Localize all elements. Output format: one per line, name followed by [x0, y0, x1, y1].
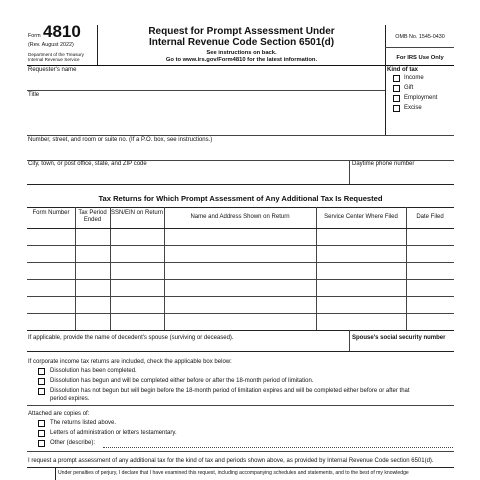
letters-administration-label: Letters of administration or letters testamentary. [50, 430, 177, 436]
kind-of-tax-divider [385, 65, 386, 135]
excise-checkbox[interactable] [393, 105, 400, 112]
title-label: Title [28, 92, 40, 98]
requester-name-label: Requester's name [28, 67, 77, 73]
table-row[interactable] [27, 263, 454, 278]
dissolution-begun-label: Dissolution has begun and will be completed either before or after the 18-month period of limitation. [50, 378, 314, 384]
gift-checkbox[interactable] [393, 85, 400, 92]
col-name-address-header: Name and Address Shown on Return [190, 214, 290, 220]
spouse-rule [27, 351, 454, 352]
table-row[interactable] [27, 229, 454, 244]
spouse-name-label: If applicable, provide the name of decedent's spouse (surviving or deceased). [28, 335, 234, 341]
phone-field[interactable] [352, 168, 453, 182]
instructions-note: See instructions on back. [206, 50, 277, 56]
table-row[interactable] [27, 246, 454, 261]
corporate-rule [27, 405, 454, 406]
returns-listed-label: The returns listed above. [50, 420, 117, 426]
form-title-line-2: Internal Revenue Code Section 6501(d) [148, 37, 335, 48]
table-row[interactable] [27, 297, 454, 312]
table-row-rule [27, 330, 454, 331]
dissolution-begun-checkbox[interactable] [38, 378, 45, 385]
table-heading: Tax Returns for Which Prompt Assessment of Any Additional Tax Is Requested [98, 194, 383, 203]
income-label: Income [404, 75, 424, 81]
gift-label: Gift [404, 85, 414, 91]
other-describe-label: Other (describe): [50, 440, 96, 446]
address-field[interactable] [28, 145, 453, 159]
department-line-1: Department of the Treasury [28, 52, 84, 57]
employment-checkbox[interactable] [393, 95, 400, 102]
corporate-intro: If corporate income tax returns are included, check the applicable box below: [28, 359, 232, 365]
city-field[interactable] [28, 168, 346, 182]
income-checkbox[interactable] [393, 75, 400, 82]
returns-listed-checkbox[interactable] [38, 420, 45, 427]
col-tax-period-header: Tax Period Ended [78, 210, 107, 223]
dissolution-not-begun-label: Dissolution has not begun but will begin before the 18-month period of limitation expires and will be completed either before or after that [50, 388, 410, 394]
table-row[interactable] [27, 280, 454, 295]
attached-rule [27, 451, 454, 452]
phone-label: Daytime phone number [352, 161, 415, 167]
table-row[interactable] [27, 314, 454, 329]
header-bottom-rule [27, 65, 454, 66]
omb-divider [385, 47, 454, 48]
spouse-ssn-divider [349, 330, 350, 351]
website-note: Go to www.irs.gov/Form4810 for the latest information. [165, 57, 318, 63]
spouse-ssn-label: Spouse's social security number [352, 335, 446, 341]
other-describe-checkbox[interactable] [38, 440, 45, 447]
excise-label: Excise [404, 105, 422, 111]
col-form-number-header: Form Number [32, 210, 70, 216]
col-ssn-ein-header: SSN/EIN on Return [110, 210, 164, 216]
dissolution-completed-checkbox[interactable] [38, 368, 45, 375]
requester-name-field[interactable] [28, 75, 384, 89]
title-field[interactable] [28, 100, 384, 134]
spouse-ssn-field[interactable] [352, 343, 453, 351]
signature-divider [55, 467, 56, 480]
letters-administration-checkbox[interactable] [38, 430, 45, 437]
employment-label: Employment [404, 95, 438, 101]
table-top-rule [27, 207, 454, 208]
col-date-filed-header: Date Filed [416, 214, 444, 220]
requester-name-rule [27, 90, 385, 91]
dissolution-not-begun-checkbox[interactable] [38, 388, 45, 395]
other-describe-field[interactable] [103, 446, 453, 448]
omb-number: OMB No. 1545-0430 [395, 34, 445, 40]
col-service-center-header: Service Center Where Filed [324, 214, 398, 220]
dissolution-not-begun-label-cont: period expires. [50, 396, 90, 402]
attached-intro: Attached are copies of: [28, 411, 90, 417]
revision-date: (Rev. August 2022) [28, 42, 74, 48]
irs-use-only: For IRS Use Only [396, 55, 444, 61]
perjury-statement: Under penalties of perjury, I declare that I have examined this request, including accompanying schedules and statements, and to the best of my knowledge [58, 470, 409, 476]
department-line-2: Internal Revenue Service [28, 57, 80, 62]
dissolution-completed-label: Dissolution has been completed. [50, 368, 137, 374]
request-statement: I request a prompt assessment of any additional tax for the kind of tax and periods shown above, as provided by Internal Revenue Code section 6501(d). [28, 458, 434, 464]
phone-divider [349, 160, 350, 184]
city-rule [27, 184, 454, 185]
form-label: Form [28, 33, 41, 39]
form-title-line-1: Request for Prompt Assessment Under [148, 26, 335, 37]
form-number: 4810 [43, 22, 81, 41]
kind-of-tax-heading: Kind of tax [387, 67, 418, 73]
spouse-name-field[interactable] [28, 343, 346, 351]
city-label: City, town, or post office, state, and ZIP code [28, 161, 147, 167]
title-rule [27, 135, 454, 136]
address-label: Number, street, and room or suite no. (If a P.O. box, see instructions.) [28, 137, 213, 143]
request-rule [27, 467, 454, 468]
